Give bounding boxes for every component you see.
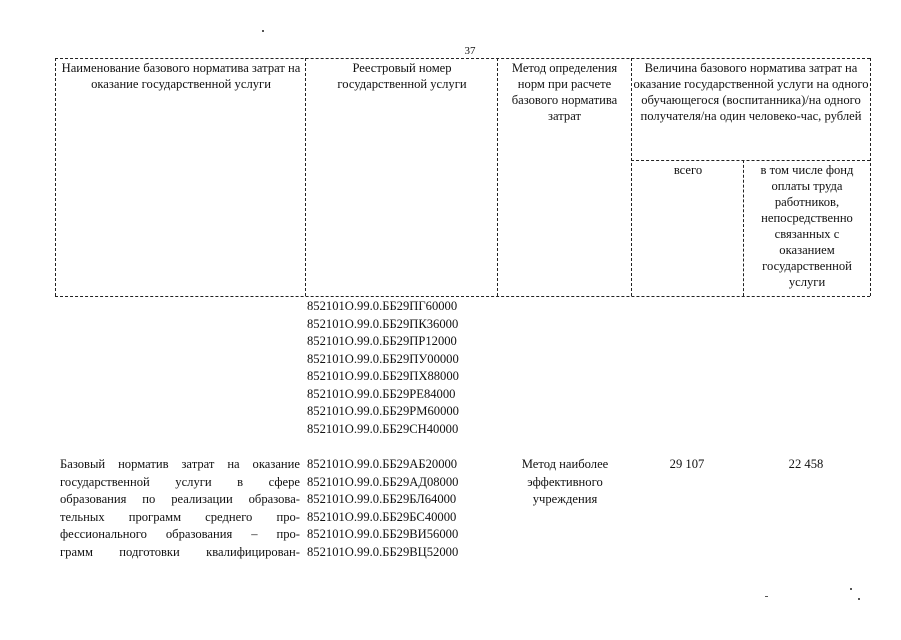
row-payroll-value: 22 458	[788, 457, 824, 471]
row-method: Метод наиболее эффективного учреждения	[521, 457, 609, 506]
scan-speck	[262, 30, 264, 32]
scan-speck	[850, 588, 852, 590]
header-col-divider-2	[497, 58, 498, 296]
header-top-rule	[55, 58, 870, 59]
page-number: 37	[464, 45, 476, 57]
header-right-rule	[870, 58, 871, 296]
header-sub-rule	[631, 160, 870, 161]
registry-code: 852101О.99.0.ББ29БС40000	[307, 509, 457, 524]
row-total-value: 29 107	[669, 457, 705, 471]
registry-code: 852101О.99.0.ББ29ПХ88000	[307, 369, 459, 383]
row-name-line: Базовый норматив затрат на оказание	[60, 457, 300, 471]
row-name-line: государственной услуги в сфере	[60, 474, 300, 489]
registry-code: 852101О.99.0.ББ29ВИ56000	[307, 527, 459, 541]
header-registry-number: Реестровый номер государственной услуги	[337, 61, 467, 91]
row-service-name	[60, 456, 300, 561]
table-header	[55, 58, 870, 296]
registry-code: 852101О.99.0.ББ29РМ60000	[307, 404, 459, 418]
header-bottom-rule	[55, 296, 870, 297]
registry-code: 852101О.99.0.ББ29АД08000	[307, 474, 459, 489]
registry-code: 852101О.99.0.ББ29ПК36000	[307, 316, 459, 331]
registry-code: 852101О.99.0.ББ29ПР12000	[307, 334, 457, 348]
scan-speck	[765, 596, 768, 597]
registry-code: 852101О.99.0.ББ29ПУ00000	[307, 351, 459, 366]
header-service-name: Наименование базового норматива затрат на оказание государственной услуги	[61, 61, 301, 91]
header-col-divider-4	[743, 160, 744, 296]
row-registry-list	[307, 456, 458, 561]
header-total: всего	[673, 163, 703, 177]
row-name-line: грамм подготовки квалифицирован-	[60, 544, 300, 559]
header-norm-value: Величина базового норматива затрат на оказание государственной услуги на одного обучающегося (воспитанника)/на одного получателя/на один человеко-час, рублей	[633, 61, 869, 123]
header-col-divider-1	[305, 58, 306, 296]
registry-code: 852101О.99.0.ББ29АБ20000	[307, 457, 458, 471]
header-method: Метод определения норм при расчете базового норматива затрат	[511, 61, 618, 123]
registry-code: 852101О.99.0.ББ29РЕ84000	[307, 386, 456, 401]
scan-speck	[858, 598, 860, 600]
header-left-rule	[55, 58, 56, 296]
row-name-line: образования по реализации образова-	[60, 492, 300, 506]
registry-code: 852101О.99.0.ББ29БЛ64000	[307, 492, 457, 506]
registry-code: 852101О.99.0.ББ29СН40000	[307, 421, 459, 436]
header-col-divider-3	[631, 58, 632, 296]
continued-registry-list	[307, 298, 459, 438]
registry-code: 852101О.99.0.ББ29ВЦ52000	[307, 544, 459, 559]
row-name-line: тельных программ среднего про-	[60, 509, 300, 524]
row-name-line: фессионального образования – про-	[60, 527, 300, 541]
header-payroll: в том числе фонд оплаты труда работников, непосредственно связанных с оказанием государственной услуги	[760, 163, 854, 289]
registry-code: 852101О.99.0.ББ29ПГ60000	[307, 299, 458, 313]
